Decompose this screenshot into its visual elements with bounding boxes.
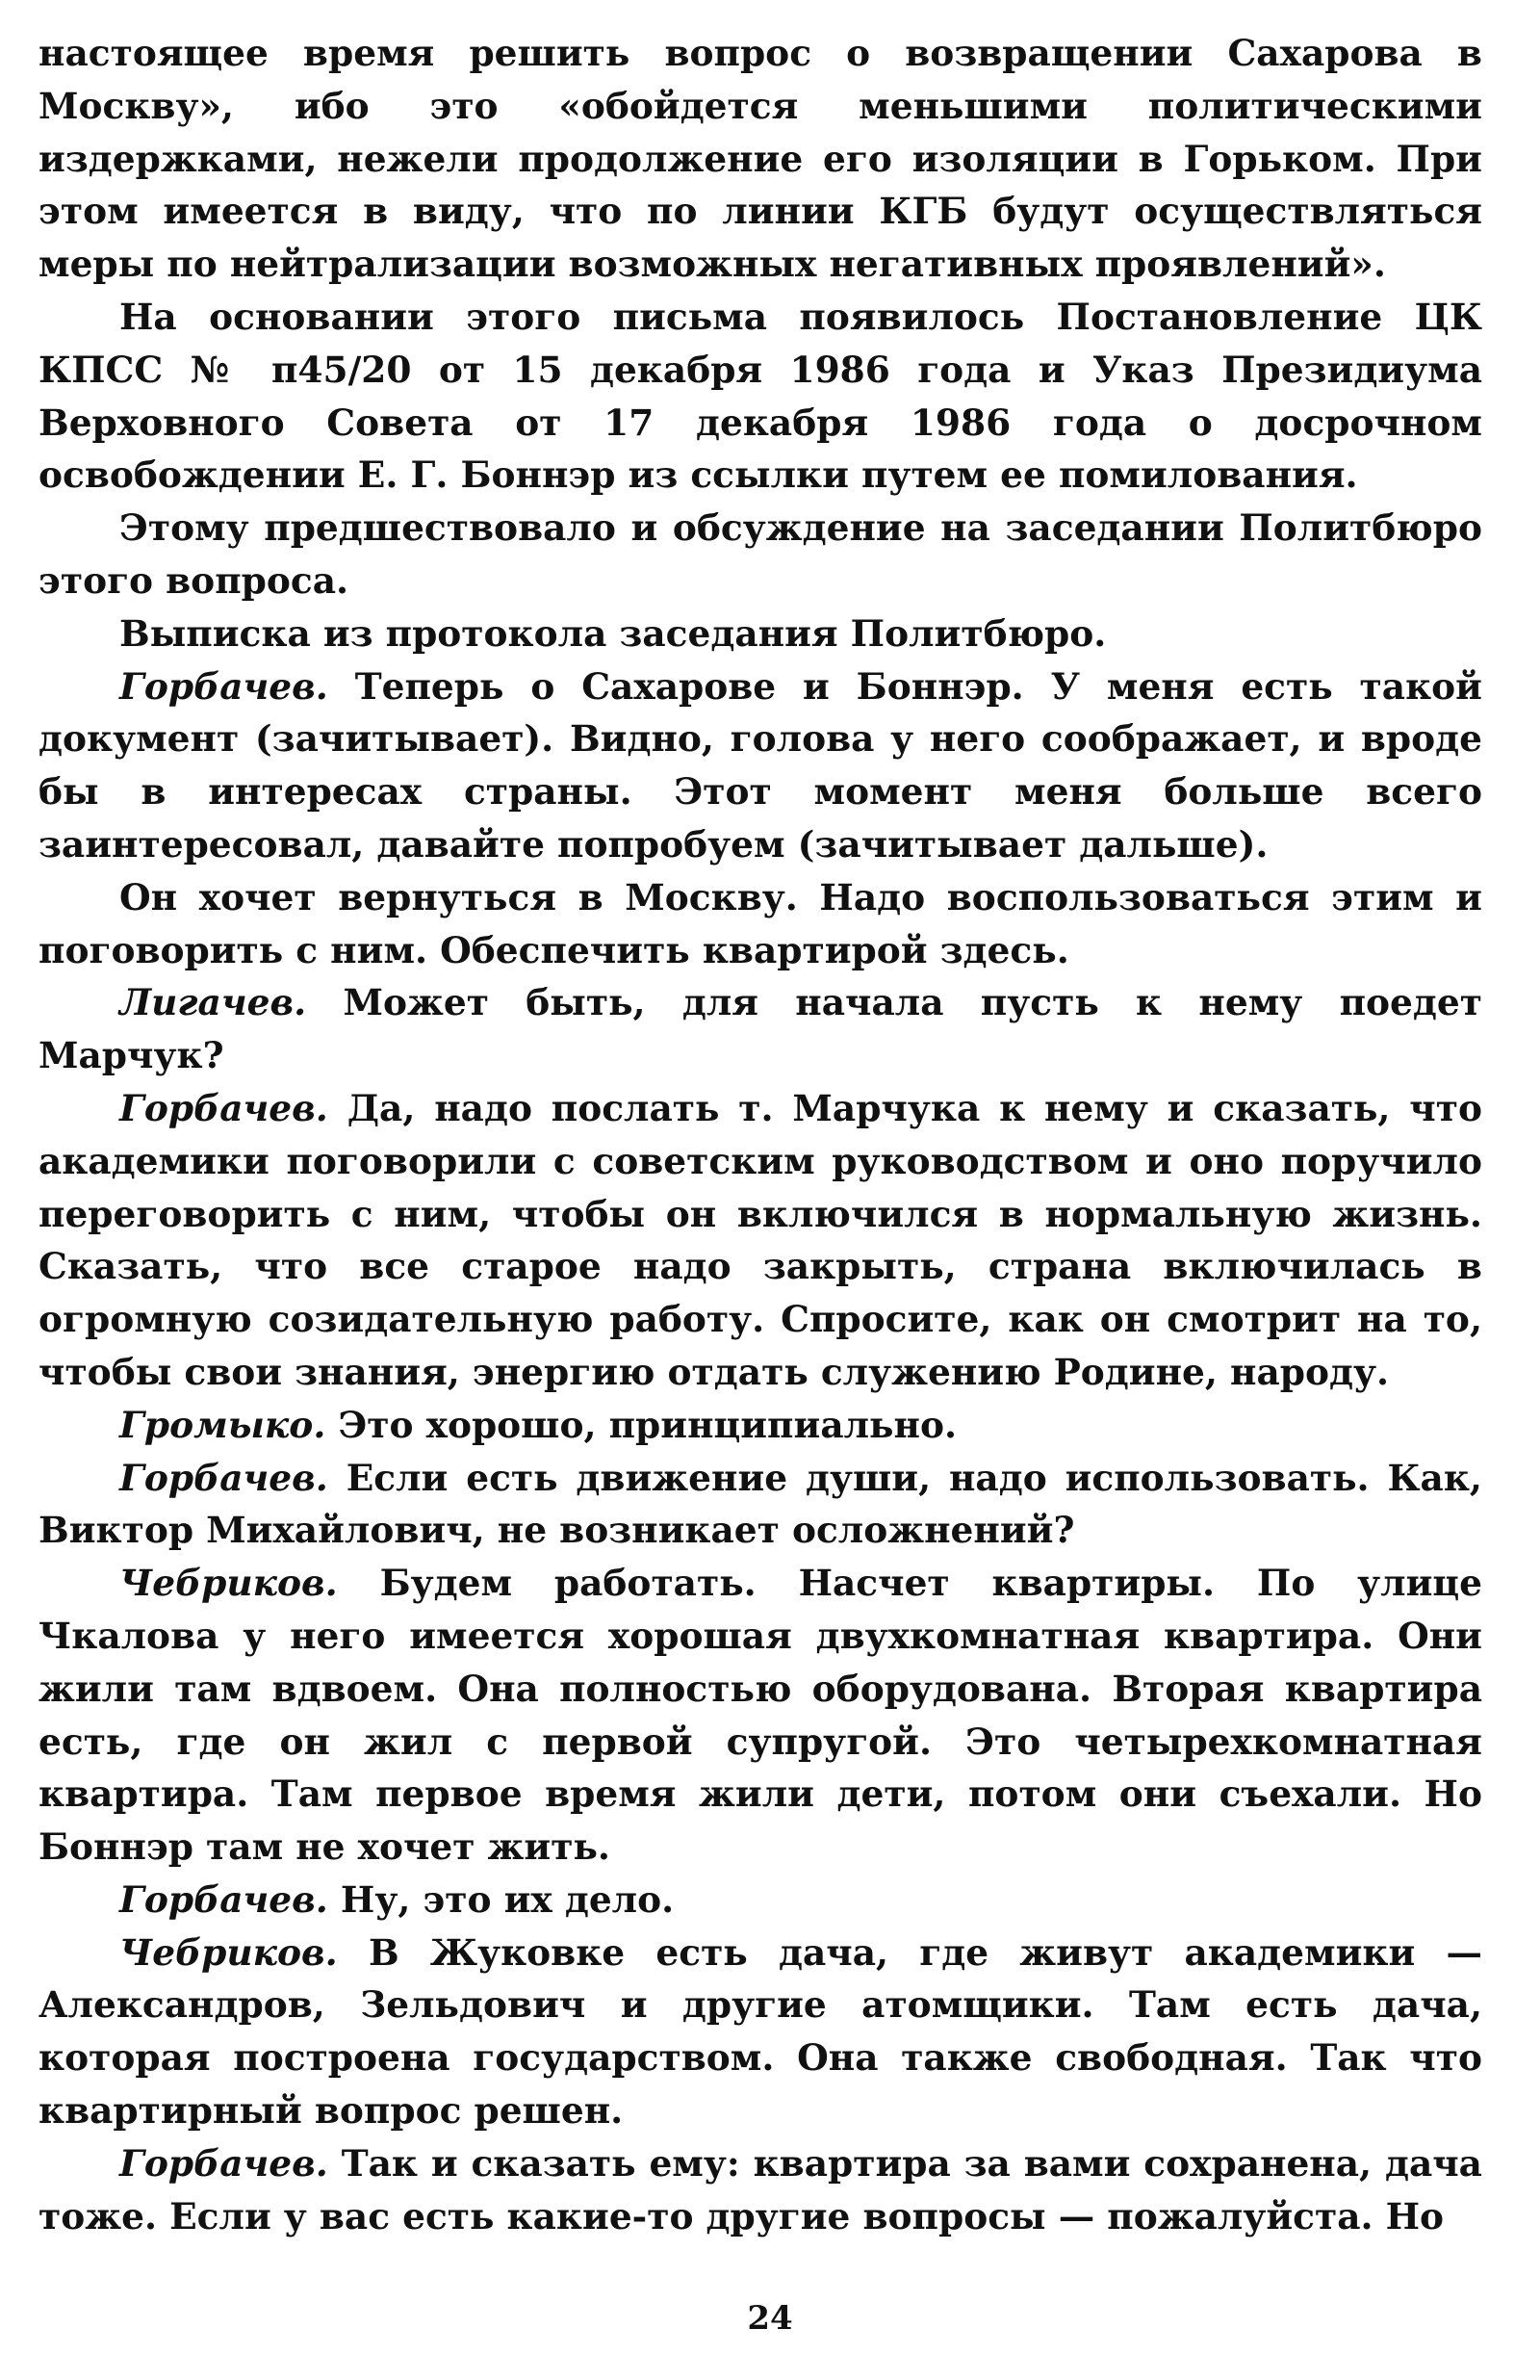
page-body: [38, 27, 1482, 2242]
paragraph: На основании этого письма появилось Постановление ЦК КПСС № п45/20 от 15 декабря 1986 года и Указ Президиума Верховного Совета от 17 декабря 1986 года о досрочном освобождении Е. Г. Боннэр из ссылки путем ее помилования.: [38, 295, 1482, 497]
paragraph: настоящее время решить вопрос о возвращении Сахарова в Москву», ибо это «обойдется меньшими политическими издержками, нежели продолжение его изоляции в Горьком. При этом имеется в виду, что по линии КГБ будут осуществляться меры по нейтрализации возможных негативных проявлений».: [38, 32, 1482, 286]
paragraph: Выписка из протокола заседания Политбюро.: [119, 611, 1107, 655]
paragraph: Горбачев. Теперь о Сахарове и Боннэр. У меня есть такой документ (зачитывает). Видно, голова у него соображает, и вроде бы в интересах страны. Этот момент меня больше всего заинтересовал, давайте попробуем (зачитывает дальше).: [38, 664, 1482, 866]
paragraph: Этому предшествовало и обсуждение на заседании Политбюро этого вопроса.: [38, 506, 1482, 602]
page-number: 24: [747, 2299, 793, 2338]
speaker-name: Лигачев.: [119, 981, 307, 1024]
paragraph: Горбачев. Так и сказать ему: квартира за вами сохранена, дача тоже. Если у вас есть какие-то другие вопросы — пожалуйста. Но: [38, 2141, 1482, 2238]
speaker-name: Чебриков.: [119, 1930, 338, 1974]
paragraph: Он хочет вернуться в Москву. Надо воспользоваться этим и поговорить с ним. Обеспечить квартирой здесь.: [38, 875, 1482, 971]
speaker-name: Горбачев.: [119, 664, 328, 708]
paragraph: Горбачев. Если есть движение души, надо использовать. Как, Виктор Михайлович, не возникает осложнений?: [38, 1456, 1482, 1552]
speaker-name: Горбачев.: [119, 1456, 328, 1499]
speaker-name: Громыко.: [119, 1403, 326, 1446]
paragraph: Чебриков. В Жуковке есть дача, где живут академики — Александров, Зельдович и другие атомщики. Там есть дача, которая построена государством. Она также свободная. Так что квартирный вопрос решен.: [38, 1930, 1482, 2133]
paragraph: Лигачев. Может быть, для начала пусть к нему поедет Марчук?: [38, 981, 1483, 1077]
speaker-name: Горбачев.: [119, 1086, 328, 1129]
speaker-name: Горбачев.: [119, 2141, 328, 2185]
paragraph: Чебриков. Будем работать. Насчет квартиры. По улице Чкалова у него имеется хорошая двухкомнатная квартира. Они жили там вдвоем. Она полностью оборудована. Вторая квартира есть, где он жил с первой супругой. Это четырехкомнатная квартира. Там первое время жили дети, потом они съехали. Но Боннэр там не хочет жить.: [38, 1562, 1482, 1869]
speaker-name: Чебриков.: [119, 1562, 338, 1605]
paragraph: Горбачев. Да, надо послать т. Марчука к нему и сказать, что академики поговорили с советским руководством и оно поручило переговорить с ним, чтобы он включился в нормальную жизнь. Сказать, что все старое надо закрыть, страна включилась в огромную созидательную работу. Спросите, как он смотрит на то, чтобы свои знания, энергию отдать служению Родине, народу.: [38, 1086, 1483, 1393]
paragraph: Громыко. Это хорошо, принципиально.: [119, 1403, 958, 1446]
speaker-name: Горбачев.: [119, 1877, 328, 1921]
paragraph: Горбачев. Ну, это их дело.: [119, 1877, 675, 1921]
